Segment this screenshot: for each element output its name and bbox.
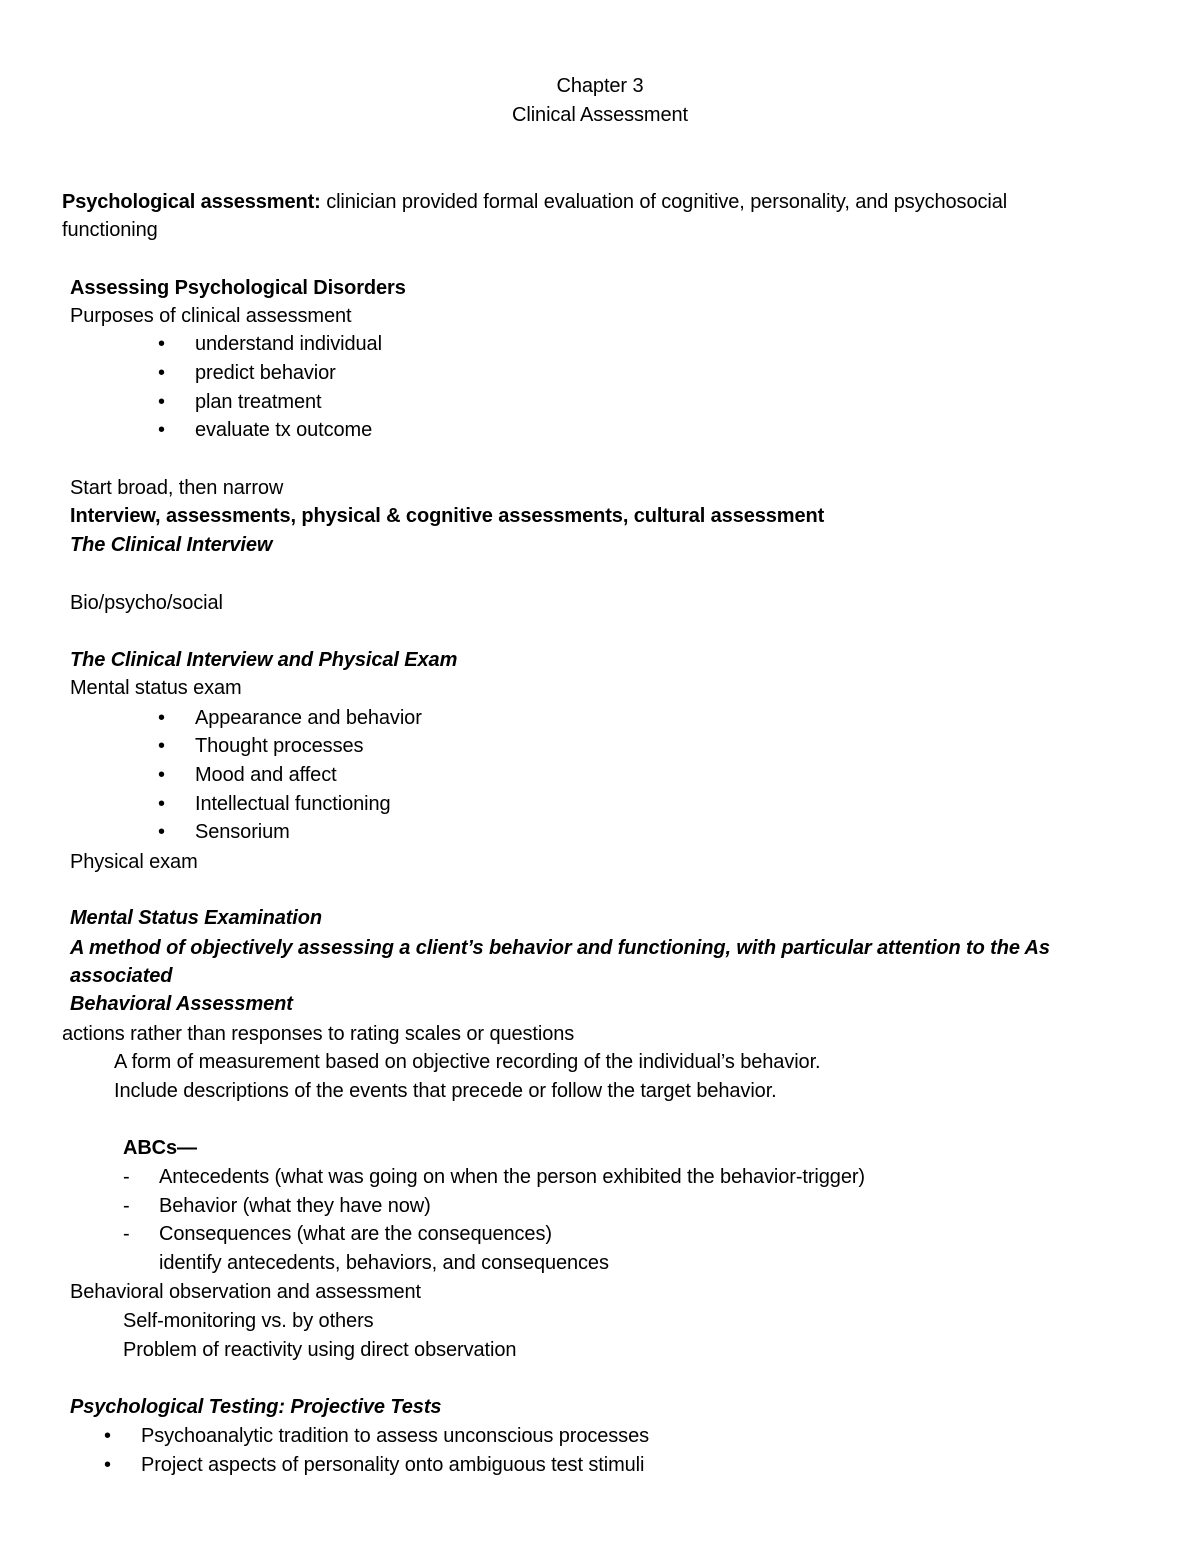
bullet-icon: •	[158, 362, 166, 384]
list-item: Mood and affect	[195, 764, 337, 786]
list-item: Psychoanalytic tradition to assess unconscious processes	[141, 1425, 649, 1447]
bullet-icon: •	[158, 391, 166, 413]
mental-status-intro: Mental status exam	[70, 677, 242, 699]
section-heading-assessing: Assessing Psychological Disorders	[70, 277, 406, 299]
bullet-icon: •	[158, 764, 166, 786]
mse-description: A method of objectively assessing a client’s behavior and functioning, with particular attention to the As	[70, 937, 1050, 959]
self-monitoring-line: Self-monitoring vs. by others	[123, 1310, 374, 1332]
bullet-icon: •	[104, 1425, 112, 1447]
list-item: Intellectual functioning	[195, 793, 391, 815]
dash-icon: -	[123, 1195, 130, 1217]
abcs-heading: ABCs—	[123, 1137, 197, 1159]
descriptions-line: Include descriptions of the events that precede or follow the target behavior.	[114, 1080, 777, 1102]
projective-tests-heading: Psychological Testing: Projective Tests	[70, 1396, 442, 1418]
dash-icon: -	[123, 1223, 130, 1245]
interview-exam-heading: The Clinical Interview and Physical Exam	[70, 649, 458, 671]
mse-heading: Mental Status Examination	[70, 907, 322, 929]
bullet-icon: •	[158, 735, 166, 757]
list-item: understand individual	[195, 333, 382, 355]
start-broad-line: Start broad, then narrow	[70, 477, 284, 499]
actions-line: actions rather than responses to rating scales or questions	[62, 1023, 575, 1045]
list-item: Behavior (what they have now)	[159, 1195, 431, 1217]
purposes-intro: Purposes of clinical assessment	[70, 305, 352, 327]
bullet-icon: •	[158, 333, 166, 355]
chapter-subtitle: Clinical Assessment	[512, 104, 688, 126]
list-item: Appearance and behavior	[195, 707, 422, 729]
bullet-icon: •	[158, 707, 166, 729]
list-item: Consequences (what are the consequences)	[159, 1223, 552, 1245]
definition-line	[62, 188, 1007, 216]
assessment-types-line: Interview, assessments, physical & cognitive assessments, cultural assessment	[70, 505, 825, 527]
bio-psycho-social: Bio/psycho/social	[70, 592, 223, 614]
abcs-note: identify antecedents, behaviors, and consequences	[159, 1252, 609, 1274]
bullet-icon: •	[158, 793, 166, 815]
list-item: Thought processes	[195, 735, 364, 757]
measurement-line: A form of measurement based on objective recording of the individual’s behavior.	[114, 1051, 821, 1073]
bullet-icon: •	[158, 419, 166, 441]
list-item: Antecedents (what was going on when the person exhibited the behavior-trigger)	[159, 1166, 865, 1188]
behavioral-observation-line: Behavioral observation and assessment	[70, 1281, 421, 1303]
definition-term: Psychological assessment:	[62, 191, 321, 213]
mse-description-continuation: associated	[70, 965, 173, 987]
bullet-icon: •	[104, 1454, 112, 1476]
behavioral-assessment-heading: Behavioral Assessment	[70, 993, 293, 1015]
reactivity-line: Problem of reactivity using direct observation	[123, 1339, 517, 1361]
clinical-interview-heading: The Clinical Interview	[70, 534, 273, 556]
physical-exam-line: Physical exam	[70, 851, 198, 873]
list-item: plan treatment	[195, 391, 322, 413]
definition-continuation: functioning	[62, 219, 158, 241]
list-item: Sensorium	[195, 821, 290, 843]
list-item: Project aspects of personality onto ambiguous test stimuli	[141, 1454, 645, 1476]
chapter-title: Chapter 3	[556, 75, 644, 97]
dash-icon: -	[123, 1166, 130, 1188]
bullet-icon: •	[158, 821, 166, 843]
list-item: evaluate tx outcome	[195, 419, 373, 441]
definition-text: clinician provided formal evaluation of cognitive, personality, and psychosocial	[320, 191, 1008, 213]
list-item: predict behavior	[195, 362, 336, 384]
